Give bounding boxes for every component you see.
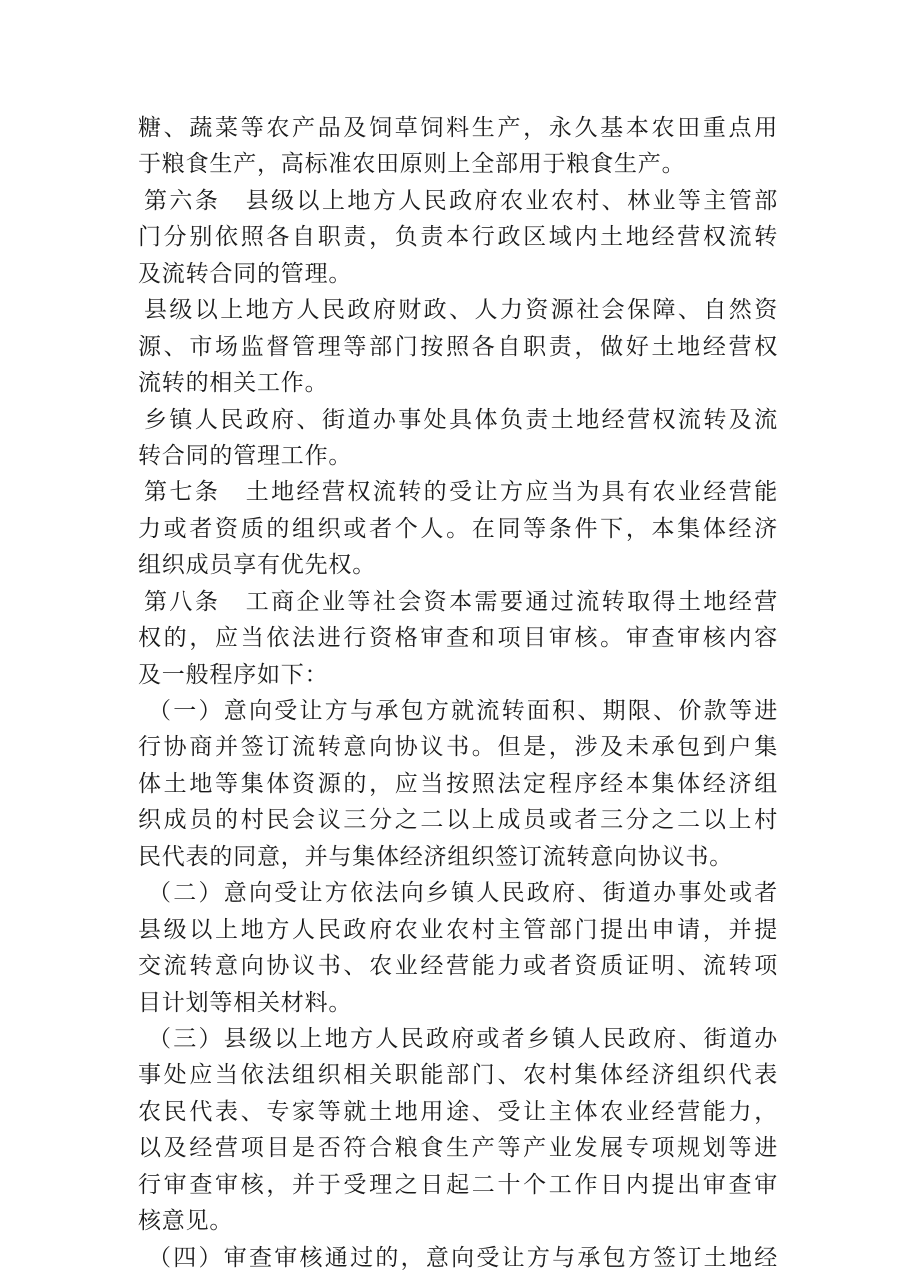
text-line: 民代表的同意，并与集体经济组织签订流转意向协议书。 xyxy=(138,843,733,870)
text-line: 糖、蔬菜等农产品及饲草饲料生产，永久基本农田重点用 xyxy=(138,115,778,141)
text-line: 力或者资质的组织或者个人。在同等条件下，本集体经济 xyxy=(138,515,778,542)
text-line: 行协商并签订流转意向协议书。但是，涉及未承包到户集 xyxy=(138,734,778,761)
text-line: 于粮食生产，高标准农田原则上全部用于粮食生产。 xyxy=(138,151,686,178)
text-line: 门分别依照各自职责，负责本行政区域内土地经营权流转 xyxy=(138,224,778,251)
text-line: 及流转合同的管理。 xyxy=(138,260,353,287)
text-line: 乡镇人民政府、街道办事处具体负责土地经营权流转及流 xyxy=(144,406,778,433)
text-line: 目计划等相关材料。 xyxy=(138,989,353,1016)
text-line: 农民代表、专家等就土地用途、受让主体农业经营能力， xyxy=(138,1098,778,1125)
text-line: 织成员的村民会议三分之二以上成员或者三分之二以上村 xyxy=(138,807,778,834)
text-line: 流转的相关工作。 xyxy=(138,370,329,397)
text-line: 转合同的管理工作。 xyxy=(138,442,353,469)
text-line: （三）县级以上地方人民政府或者乡镇人民政府、街道办 xyxy=(148,1025,778,1052)
text-line: 组织成员享有优先权。 xyxy=(138,552,376,579)
text-line: 交流转意向协议书、农业经营能力或者资质证明、流转项 xyxy=(138,953,778,980)
text-line: 事处应当依法组织相关职能部门、农村集体经济组织代表 xyxy=(138,1062,778,1089)
text-line: （一）意向受让方与承包方就流转面积、期限、价款等进 xyxy=(148,698,778,724)
text-line: 源、市场监督管理等部门按照各自职责，做好土地经营权 xyxy=(138,333,778,360)
text-line: 及一般程序如下： xyxy=(138,661,329,688)
text-line: 体土地等集体资源的，应当按照法定程序经本集体经济组 xyxy=(138,770,778,797)
text-line: 县级以上地方人民政府农业农村主管部门提出申请，并提 xyxy=(138,916,778,943)
text-line: 核意见。 xyxy=(138,1208,234,1235)
text-line: 权的，应当依法进行资格审查和项目审核。审查审核内容 xyxy=(138,625,778,652)
text-line: （二）意向受让方依法向乡镇人民政府、街道办事处或者 xyxy=(148,880,778,907)
document-body xyxy=(138,110,778,1276)
text-line: 第八条 工商企业等社会资本需要通过流转取得土地经营 xyxy=(144,588,778,615)
text-line: 第六条 县级以上地方人民政府农业农村、林业等主管部 xyxy=(144,187,778,214)
text-line: 以及经营项目是否符合粮食生产等产业发展专项规划等进 xyxy=(138,1135,778,1162)
text-line: 行审查审核，并于受理之日起二十个工作日内提出审查审 xyxy=(138,1171,778,1198)
text-line: 第七条 土地经营权流转的受让方应当为具有农业经营能 xyxy=(144,479,778,506)
text-line: 县级以上地方人民政府财政、人力资源社会保障、自然资 xyxy=(144,297,778,324)
text-line: （四）审查审核通过的，意向受让方与承包方签订土地经 xyxy=(148,1244,778,1271)
